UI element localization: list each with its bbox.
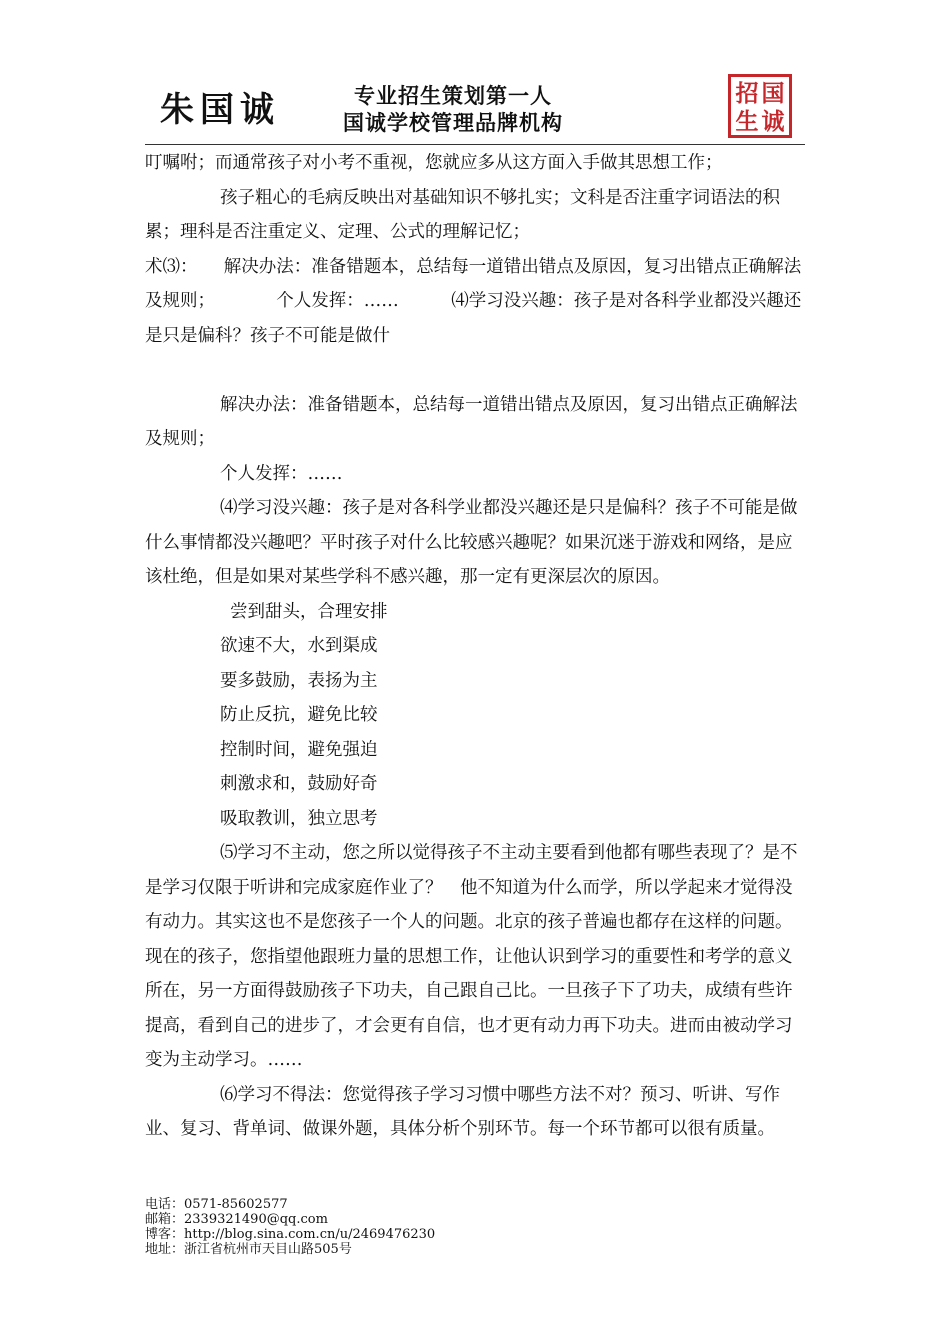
footer-address: 地址：浙江省杭州市天目山路505号	[145, 1242, 352, 1257]
list-item: 吸取教训，独立思考	[220, 808, 378, 829]
tagline-primary: 专业招生策划第一人	[354, 83, 552, 108]
seal-char: 招	[735, 80, 759, 107]
tagline-secondary: 国诚学校管理品牌机构	[343, 110, 563, 135]
header-taglines	[318, 82, 588, 136]
contact-footer	[145, 1197, 435, 1257]
paragraph: 孩子粗心的毛病反映出对基础知识不够扎实；文科是否注重字词语法的积累；理科是否注重定义、定理、公式的理解记忆；	[145, 187, 780, 242]
paragraph: ⑷学习没兴趣：孩子是对各科学业都没兴趣还是只是偏科？孩子不可能是做什么事情都没兴趣吧？平时孩子对什么比较感兴趣呢？如果沉迷于游戏和网络，是应该杜绝，但是如果对某些学科不感兴趣，那一定有更深层次的原因。	[145, 498, 798, 587]
header-divider	[145, 144, 805, 145]
seal-char: 诚	[761, 108, 785, 135]
document-body	[145, 146, 808, 1147]
blank-line	[145, 353, 808, 388]
paragraph: 解决办法：准备错题本，总结每一道错出错点及原因，复习出错点正确解法及规则；	[145, 394, 798, 449]
footer-blog: 博客：http://blog.sina.com.cn/u/2469476230	[145, 1227, 436, 1242]
list-item: 防止反抗，避免比较	[220, 705, 378, 725]
list-item: 欲速不大，水到渠成	[220, 636, 378, 656]
seal-char: 生	[735, 108, 759, 135]
list-item: 要多鼓励，表扬为主	[220, 670, 378, 691]
footer-phone: 电话：0571-85602577	[145, 1197, 288, 1212]
list-item: 控制时间，避免强迫	[220, 739, 378, 760]
brand-name: 朱国诚	[160, 90, 280, 130]
page-header	[0, 0, 950, 150]
brand-seal-logo	[728, 74, 792, 138]
footer-email: 邮箱：2339321490@qq.com	[145, 1212, 328, 1227]
list-item: 尝到甜头，合理安排	[230, 601, 388, 622]
paragraph: ⑸学习不主动，您之所以觉得孩子不主动主要看到他都有哪些表现了？是不是学习仅限于听讲和完成家庭作业了？ 他不知道为什么而学，所以学起来才觉得没有动力。其实这也不是您孩子一个人的问题。北京的孩子普遍也都存在这样的问题。现在的孩子，您指望他跟班力量的思想工作，让他认识到学习的重要性和考学的意义所在，另一方面得鼓励孩子下功夫，自己跟自己比。一旦孩子下了功夫，成绩有些许提高，看到自己的进步了，才会更有自信，也才更有动力再下功夫。进而由被动学习变为主动学习。……	[145, 843, 798, 1070]
paragraph: ⑹学习不得法：您觉得孩子学习习惯中哪些方法不对？预习、听讲、写作业、复习、背单词、做课外题，具体分析个别环节。每一个环节都可以很有质量。	[145, 1084, 780, 1139]
paragraph: 术⑶： 解决办法：准备错题本，总结每一道错出错点及原因，复习出错点正确解法及规则； 个人发挥：…… ⑷学习没兴趣：孩子是对各科学业都没兴趣还是只是偏科？孩子不可能是做什	[145, 256, 802, 346]
paragraph: 个人发挥：……	[220, 463, 343, 484]
seal-char: 国	[761, 80, 785, 107]
list-item: 刺激求和，鼓励好奇	[220, 774, 378, 794]
paragraph: 叮嘱咐；而通常孩子对小考不重视，您就应多从这方面入手做其思想工作；	[145, 153, 723, 173]
